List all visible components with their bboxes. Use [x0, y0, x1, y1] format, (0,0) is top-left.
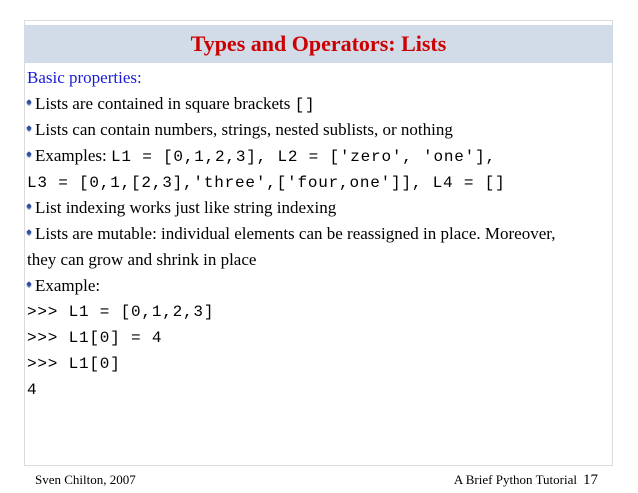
- bullet-label: Examples:: [35, 146, 112, 165]
- bullet-item-examples: [27, 143, 607, 169]
- bullet-item-indexing: [27, 195, 607, 221]
- slide-body: [27, 65, 607, 403]
- bullet-item-contents: [27, 117, 607, 143]
- bullet-item-mutable: [27, 221, 607, 247]
- bullet-icon: [26, 229, 32, 235]
- bullet-icon: [26, 281, 32, 287]
- bullet-icon: [26, 203, 32, 209]
- slide-title: Types and Operators: Lists: [190, 31, 447, 56]
- bullet-code: []: [294, 96, 316, 114]
- page-number: 17: [583, 472, 598, 488]
- bullet-item-brackets: [27, 91, 607, 117]
- bullet-text: Lists are contained in square brackets: [35, 94, 295, 113]
- bullet-icon: [26, 125, 32, 131]
- bullet-icon: [26, 151, 32, 157]
- footer-author: Sven Chilton, 2007: [35, 472, 136, 487]
- bullet-text: Example:: [35, 276, 101, 295]
- footer-right: [454, 472, 598, 489]
- title-bar: [24, 25, 613, 63]
- bullet-item-example: [27, 273, 607, 299]
- code-line: >>> L1[0]: [27, 355, 121, 373]
- bullet-text: List indexing works just like string indexing: [35, 198, 337, 217]
- example-code-line-2: L3 = [0,1,[2,3],'three',['four,one']], L4 = []: [27, 174, 506, 192]
- bullet-text: Lists are mutable: individual elements can be reassigned in place. Moreover,: [35, 224, 556, 243]
- code-line: 4: [27, 381, 38, 399]
- code-line: >>> L1[0] = 4: [27, 329, 163, 347]
- bullet-item-mutable-continued: [27, 247, 607, 273]
- bullet-text: Lists can contain numbers, strings, nested sublists, or nothing: [35, 120, 453, 139]
- footer-tutorial-title: A Brief Python Tutorial: [453, 472, 577, 487]
- code-line: >>> L1 = [0,1,2,3]: [27, 303, 215, 321]
- bullet-item-examples-continued: [27, 169, 607, 195]
- bullet-text: they can grow and shrink in place: [27, 250, 257, 269]
- section-heading: Basic properties:: [27, 68, 142, 87]
- example-code-line-1: L1 = [0,1,2,3], L2 = ['zero', 'one'],: [111, 148, 496, 166]
- bullet-icon: [26, 99, 32, 105]
